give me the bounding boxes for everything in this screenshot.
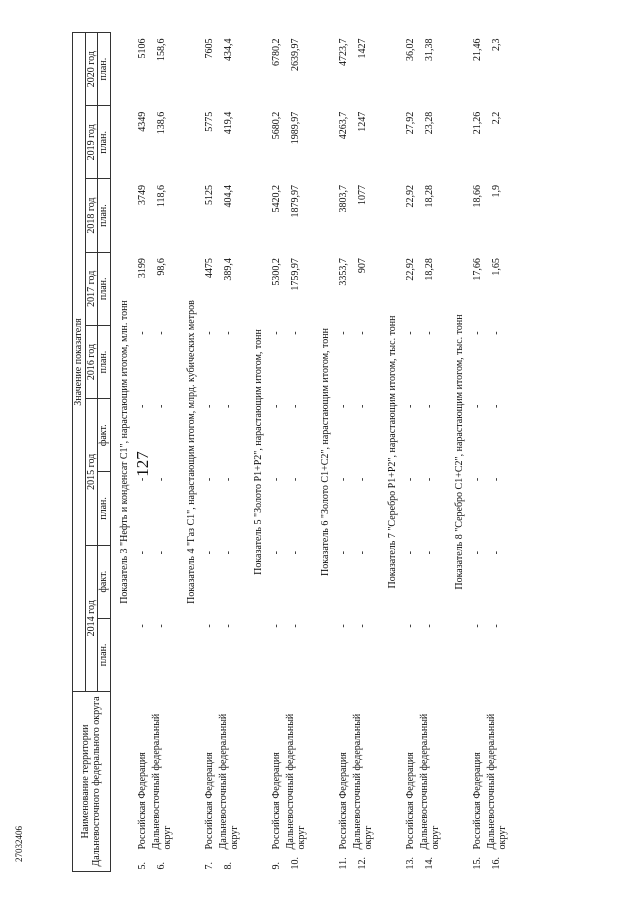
value-cell: - — [491, 404, 502, 408]
value-cell: 434,4 — [223, 38, 234, 61]
value-cell: 419,4 — [223, 111, 234, 135]
table-row — [202, 33, 218, 872]
value-cell: - — [223, 551, 234, 555]
value-cell: 389,4 — [223, 258, 234, 281]
value-cell: - — [137, 331, 148, 335]
table-row — [336, 33, 352, 872]
value-cell: - — [204, 404, 215, 408]
header-plan: план. — [98, 33, 111, 106]
value-cell: 1427 — [357, 38, 368, 59]
row-number: 13. — [405, 857, 416, 870]
value-cell: - — [491, 477, 502, 482]
value-cell: - — [137, 477, 148, 482]
value-cell: 1247 — [357, 111, 368, 132]
territory-name: Дальневосточный федеральный округ — [485, 713, 508, 850]
indicator-title-row — [446, 33, 470, 872]
indicator-title-row — [379, 33, 403, 872]
table-body — [110, 33, 513, 872]
value-cell: 3749 — [137, 184, 148, 205]
value-cell: 1,9 — [491, 184, 502, 198]
header-fact: факт. — [98, 399, 111, 472]
indicator-title-row — [245, 33, 269, 872]
value-cell: - — [156, 477, 167, 482]
header-year: 2018 год — [85, 179, 98, 252]
spacer-cell — [508, 33, 513, 872]
value-cell: 4349 — [137, 111, 148, 132]
value-cell: 5300,2 — [271, 258, 282, 286]
value-cell: - — [491, 551, 502, 555]
territory-name: Дальневосточный федеральный округ — [150, 713, 173, 850]
value-cell: - — [223, 477, 234, 482]
value-cell: - — [424, 477, 435, 482]
value-cell: - — [472, 551, 483, 555]
value-cell: 5125 — [204, 184, 215, 205]
table-row — [285, 33, 307, 872]
value-cell: 138,6 — [156, 111, 167, 135]
header-plan: план. — [98, 179, 111, 252]
indicator-table — [72, 32, 513, 872]
value-cell: 907 — [357, 258, 368, 274]
value-cell: - — [271, 551, 282, 555]
value-cell: 18,66 — [472, 184, 483, 208]
table-row — [135, 33, 151, 872]
value-cell: - — [137, 624, 148, 628]
value-cell: - — [290, 624, 301, 628]
value-cell: - — [491, 624, 502, 628]
header-plan: план. — [98, 325, 111, 398]
value-cell: 5775 — [204, 111, 215, 132]
value-cell: - — [271, 477, 282, 482]
row-number: 14. — [424, 857, 435, 870]
value-cell: - — [204, 551, 215, 555]
value-cell: - — [204, 477, 215, 482]
value-cell: - — [156, 551, 167, 555]
header-fact: факт. — [98, 545, 111, 618]
value-cell: - — [357, 477, 368, 482]
row-number: 5. — [137, 862, 148, 870]
header-plan: план. — [98, 252, 111, 325]
header-territory: Наименование территории Дальневосточного федерального округа — [73, 691, 111, 871]
indicator-title: Показатель 3 "Нефть и конденсат С1", нарастающим итогом, млн. тонн — [119, 300, 130, 604]
value-cell: - — [137, 551, 148, 555]
territory-name: Российская Федерация — [137, 752, 148, 850]
indicator-title-row — [110, 33, 135, 872]
value-cell: 2,2 — [491, 111, 502, 125]
value-cell: 21,26 — [472, 111, 483, 135]
header-year: 2020 год — [85, 33, 98, 106]
value-cell: 18,28 — [424, 184, 435, 208]
value-cell: - — [405, 477, 416, 482]
value-cell: 118,6 — [156, 184, 167, 208]
value-cell: 1879,97 — [290, 184, 301, 218]
territory-name: Российская Федерация — [271, 752, 282, 850]
value-cell: - — [338, 477, 349, 482]
territory-name: Российская Федерация — [472, 752, 483, 850]
value-cell: - — [290, 404, 301, 408]
value-cell: 98,6 — [156, 258, 167, 276]
row-number: 11. — [338, 857, 349, 870]
value-cell: 4475 — [204, 258, 215, 279]
value-cell: - — [137, 404, 148, 408]
header-year: 2015 год — [85, 399, 98, 545]
value-cell: 4263,7 — [338, 111, 349, 140]
value-cell: - — [405, 404, 416, 408]
value-cell: 3199 — [137, 258, 148, 279]
value-cell: - — [156, 331, 167, 335]
value-cell: 404,4 — [223, 184, 234, 208]
rotated-table-wrapper — [72, 12, 532, 872]
row-number: 9. — [271, 862, 282, 870]
value-cell: - — [290, 551, 301, 555]
table-row — [403, 33, 419, 872]
value-cell: 5106 — [137, 38, 148, 59]
territory-name: Дальневосточный федеральный округ — [351, 713, 374, 850]
value-cell: - — [223, 331, 234, 335]
table-row — [470, 33, 486, 872]
territory-name: Дальневосточный федеральный округ — [217, 713, 240, 850]
territory-name: Дальневосточный федеральный округ — [418, 713, 441, 850]
table-row — [419, 33, 441, 872]
value-cell: 1,65 — [491, 258, 502, 276]
row-number: 10. — [290, 857, 301, 870]
table-row — [352, 33, 374, 872]
indicator-title-row — [312, 33, 336, 872]
table-row — [269, 33, 285, 872]
row-number: 15. — [472, 857, 483, 870]
value-cell: - — [204, 331, 215, 335]
value-cell: - — [357, 624, 368, 628]
value-cell: 36,02 — [405, 38, 416, 61]
indicator-title-row — [178, 33, 202, 872]
value-cell: - — [204, 624, 215, 628]
value-cell: - — [472, 331, 483, 335]
table-row — [151, 33, 173, 872]
value-cell: 4723,7 — [338, 38, 349, 66]
value-cell: - — [405, 551, 416, 555]
value-cell: - — [338, 551, 349, 555]
value-cell: - — [472, 624, 483, 628]
table-row — [486, 33, 508, 872]
value-cell: - — [290, 477, 301, 482]
value-cell: - — [357, 331, 368, 335]
value-cell: 22,92 — [405, 184, 416, 208]
territory-name: Дальневосточный федеральный округ — [284, 713, 307, 850]
value-cell: 2639,97 — [290, 38, 301, 71]
value-cell: - — [290, 331, 301, 335]
value-cell: 3803,7 — [338, 184, 349, 213]
value-cell: 7605 — [204, 38, 215, 59]
value-cell: - — [271, 331, 282, 335]
indicator-title: Показатель 7 "Серебро Р1+Р2", нарастающим итогом, тыс. тонн — [387, 315, 398, 589]
value-cell: - — [223, 624, 234, 628]
header-plan: план. — [98, 106, 111, 179]
value-cell: 1759,97 — [290, 258, 301, 291]
row-number: 8. — [223, 862, 234, 870]
value-cell: 23,28 — [424, 111, 435, 135]
header-value-group: Значение показателя — [73, 33, 86, 692]
value-cell: 2,3 — [491, 38, 502, 51]
row-number: 7. — [204, 862, 215, 870]
header-year: 2014 год — [85, 545, 98, 691]
value-cell: 18,28 — [424, 258, 435, 281]
document-id: 27032406 — [14, 826, 24, 862]
value-cell: - — [424, 404, 435, 408]
value-cell: - — [472, 404, 483, 408]
indicator-title: Показатель 6 "Золото С1+С2", нарастающим итогом, тонн — [320, 328, 331, 576]
value-cell: - — [223, 404, 234, 408]
value-cell: - — [357, 551, 368, 555]
value-cell: 27,92 — [405, 111, 416, 135]
territory-name: Российская Федерация — [405, 752, 416, 850]
value-cell: - — [424, 624, 435, 628]
header-year: 2017 год — [85, 252, 98, 325]
header-plan: план. — [98, 618, 111, 691]
value-cell: - — [472, 477, 483, 482]
value-cell: 22,92 — [405, 258, 416, 281]
value-cell: 1989,97 — [290, 111, 301, 145]
value-cell: - — [424, 331, 435, 335]
row-number: 6. — [156, 862, 167, 870]
indicator-title: Показатель 5 "Золото Р1+Р2", нарастающим итогом, тонн — [253, 329, 264, 575]
territory-name: Российская Федерация — [204, 752, 215, 850]
value-cell: - — [405, 624, 416, 628]
page-number: 127 — [132, 451, 152, 477]
value-cell: 158,6 — [156, 38, 167, 61]
value-cell: 21,46 — [472, 38, 483, 61]
value-cell: - — [357, 404, 368, 408]
value-cell: - — [271, 404, 282, 408]
value-cell: - — [156, 404, 167, 408]
header-year: 2016 год — [85, 325, 98, 398]
value-cell: 6780,2 — [271, 38, 282, 66]
value-cell: - — [491, 331, 502, 335]
value-cell: 1077 — [357, 184, 368, 205]
section-spacer — [508, 33, 513, 872]
row-number: 12. — [357, 857, 368, 870]
value-cell: - — [338, 331, 349, 335]
value-cell: 5680,2 — [271, 111, 282, 140]
value-cell: 3353,7 — [338, 258, 349, 286]
value-cell: - — [338, 624, 349, 628]
table-row — [218, 33, 240, 872]
indicator-title: Показатель 4 "Газ С1", нарастающим итогом, млрд. кубических метров — [186, 300, 197, 604]
value-cell: 17,66 — [472, 258, 483, 281]
value-cell: - — [271, 624, 282, 628]
value-cell: - — [424, 551, 435, 555]
value-cell: - — [405, 331, 416, 335]
value-cell: - — [338, 404, 349, 408]
territory-name: Российская Федерация — [338, 752, 349, 850]
value-cell: 31,38 — [424, 38, 435, 61]
header-plan: план. — [98, 472, 111, 545]
row-number: 16. — [491, 857, 502, 870]
header-year: 2019 год — [85, 106, 98, 179]
value-cell: - — [156, 624, 167, 628]
indicator-title: Показатель 8 "Серебро С1+С2", нарастающим итогом, тыс. тонн — [454, 314, 465, 590]
value-cell: 5420,2 — [271, 184, 282, 213]
